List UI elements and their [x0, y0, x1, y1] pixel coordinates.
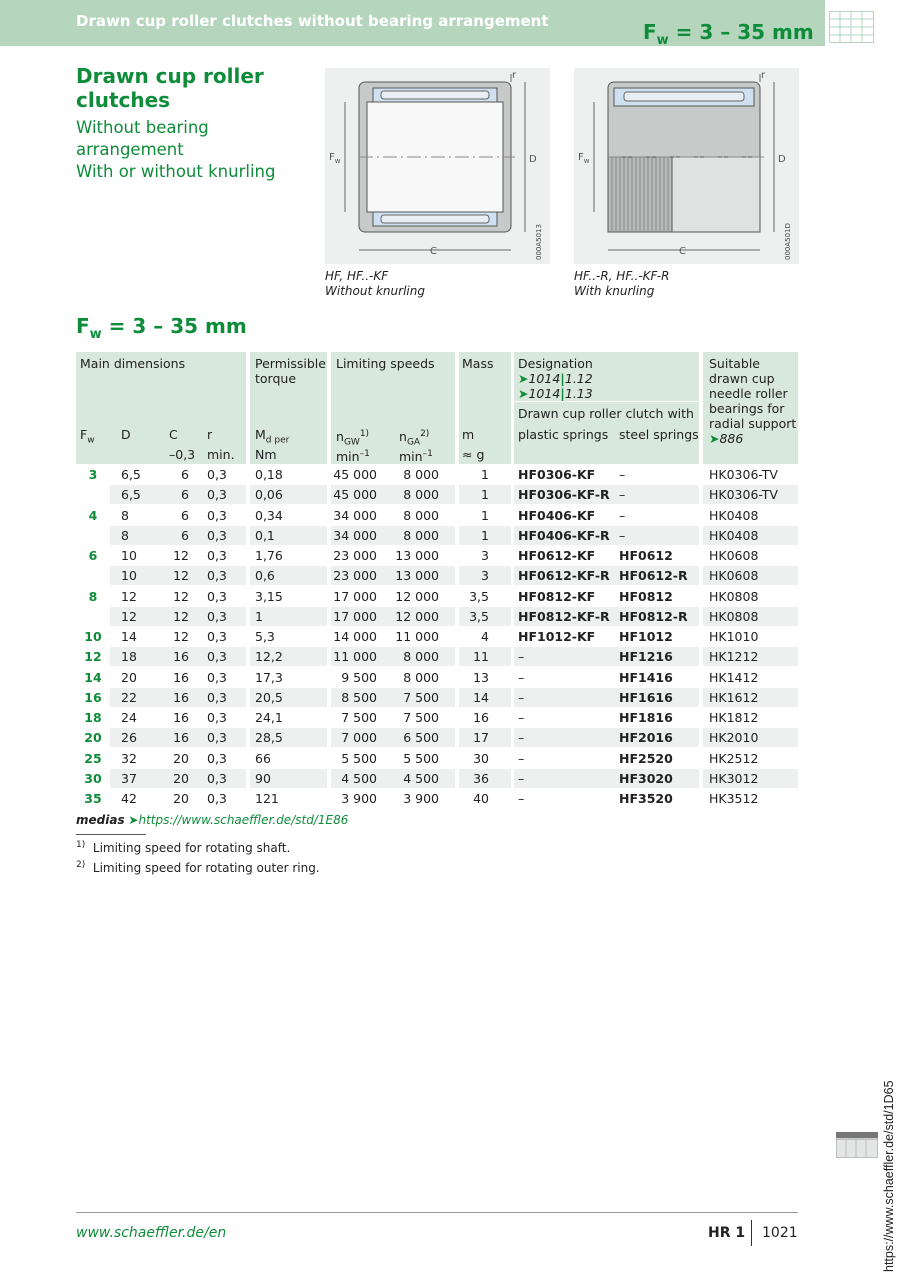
- cell-ngw: 34 000: [333, 527, 377, 543]
- cell-c: 16: [173, 689, 189, 705]
- symbol-c: C: [169, 427, 178, 442]
- cell-md: 28,5: [255, 730, 283, 746]
- cell-ngw: 23 000: [333, 548, 377, 563]
- cell-nga: 8 000: [403, 527, 439, 543]
- cell-ngw: 14 000: [333, 629, 377, 644]
- medias-line: medias ➤https://www.schaeffler.de/std/1E86: [76, 813, 349, 827]
- cell-md: 0,06: [255, 487, 283, 503]
- cell-fw: 12: [84, 649, 102, 665]
- symbol-r: r: [207, 427, 213, 442]
- footer-rule: [76, 1212, 798, 1213]
- footer-separator: [751, 1220, 752, 1246]
- cell-md: 0,34: [255, 507, 283, 523]
- cell-c: 6: [181, 527, 189, 543]
- svg-text:D: D: [529, 154, 537, 165]
- cell-m: 36: [473, 770, 489, 786]
- cell-nga: 8 000: [403, 507, 439, 523]
- cell-ngw: 8 500: [341, 689, 377, 705]
- cell-m: 17: [473, 730, 489, 746]
- cell-md: 0,1: [255, 527, 275, 543]
- cell-r: 0,3: [207, 629, 227, 644]
- cell-ngw: 45 000: [333, 467, 377, 482]
- cell-m: 3,5: [469, 588, 489, 604]
- cell-m: 16: [473, 710, 489, 725]
- cell-r: 0,3: [207, 548, 227, 563]
- cell-r: 0,3: [207, 750, 227, 766]
- cell-plastic: –: [518, 730, 525, 746]
- cell-c: 6: [181, 507, 189, 523]
- cell-md: 1: [255, 608, 263, 624]
- cell-d: 26: [121, 730, 137, 746]
- cell-r: 0,3: [207, 710, 227, 725]
- header-mass: Mass: [462, 356, 494, 371]
- cell-ngw: 7 000: [341, 730, 377, 746]
- cell-nga: 8 000: [403, 467, 439, 482]
- header-designation: Designation ➤1014|1.12 ➤1014|1.13: [518, 356, 593, 401]
- section-heading: $F_w = 3 - 35$ mm: [76, 314, 247, 342]
- svg-text:C: C: [430, 246, 437, 257]
- symbol-steel-springs: steel springs: [619, 427, 699, 442]
- cell-ngw: 3 900: [341, 791, 377, 806]
- cell-nga: 7 500: [403, 689, 439, 705]
- cell-plastic: HF0306-KF: [518, 467, 596, 482]
- cell-hk: HK3012: [709, 770, 759, 786]
- clutch-cross-section-drawing: [325, 68, 550, 264]
- cell-nga: 13 000: [395, 568, 439, 584]
- table-grid-icon: [829, 11, 874, 43]
- cell-r: 0,3: [207, 487, 227, 503]
- header-main-dimensions: Main dimensions: [80, 356, 186, 371]
- unit-nm: Nm: [255, 447, 277, 462]
- cell-r: 0,3: [207, 588, 227, 604]
- cell-m: 4: [481, 629, 489, 644]
- cell-r: 0,3: [207, 649, 227, 665]
- cell-c: 20: [173, 770, 189, 786]
- cell-plastic: –: [518, 689, 525, 705]
- cell-nga: 8 000: [403, 649, 439, 665]
- cell-d: 10: [121, 548, 137, 563]
- svg-text:r: r: [761, 70, 766, 81]
- cell-hk: HK0608: [709, 548, 759, 563]
- cell-c: 12: [173, 548, 189, 563]
- symbol-plastic-springs: plastic springs: [518, 427, 609, 442]
- cell-nga: 8 000: [403, 487, 439, 503]
- cell-nga: 4 500: [403, 770, 439, 786]
- cell-d: 24: [121, 710, 137, 725]
- cell-hk: HK0306-TV: [709, 487, 778, 503]
- cell-plastic: –: [518, 669, 525, 685]
- cell-r: 0,3: [207, 467, 227, 482]
- cell-hk: HK1612: [709, 689, 759, 705]
- cell-md: 121: [255, 791, 279, 806]
- header-clutch-with: Drawn cup roller clutch with: [518, 406, 694, 421]
- cell-md: 24,1: [255, 710, 283, 725]
- cell-r: 0,3: [207, 770, 227, 786]
- cell-plastic: HF0812-KF: [518, 588, 596, 604]
- header-band-title: Drawn cup roller clutches without bearing arrangement: [76, 12, 549, 30]
- cell-fw: 30: [84, 770, 102, 786]
- cell-steel: HF1216: [619, 649, 673, 665]
- page-number: 1021: [762, 1225, 798, 1241]
- page-thumbnail-icon: [836, 1132, 878, 1158]
- svg-text:Fw: $F_w$: [578, 152, 590, 165]
- subtitle-line-2: arrangement: [76, 140, 184, 159]
- cell-steel: HF0812-R: [619, 608, 688, 624]
- cell-m: 1: [481, 467, 489, 482]
- cell-d: 20: [121, 669, 137, 685]
- cell-m: 13: [473, 669, 489, 685]
- cell-m: 1: [481, 527, 489, 543]
- cell-md: 3,15: [255, 588, 283, 604]
- cell-plastic: HF0812-KF-R: [518, 608, 610, 624]
- cell-hk: HK2010: [709, 730, 759, 746]
- cell-c: 16: [173, 710, 189, 725]
- cell-ngw: 17 000: [333, 588, 377, 604]
- cell-steel: –: [619, 507, 626, 523]
- clutch-knurled-drawing: [574, 68, 799, 264]
- cell-c: 16: [173, 669, 189, 685]
- cell-c: 12: [173, 588, 189, 604]
- cell-d: 6,5: [121, 487, 141, 503]
- symbol-nga: $n_{GA}^{2)}$: [399, 429, 430, 448]
- svg-text:r: r: [512, 70, 517, 81]
- cell-m: 14: [473, 689, 489, 705]
- cell-steel: HF3020: [619, 770, 673, 786]
- cell-fw: 20: [84, 730, 102, 746]
- symbol-m: m: [462, 427, 475, 442]
- cell-steel: HF1816: [619, 710, 673, 725]
- side-url[interactable]: https://www.schaeffler.de/std/1D65: [882, 1080, 896, 1272]
- cell-c: 12: [173, 629, 189, 644]
- cell-fw: 10: [84, 629, 102, 644]
- cell-d: 10: [121, 568, 137, 584]
- cell-ngw: 45 000: [333, 487, 377, 503]
- cell-hk: HK2512: [709, 750, 759, 766]
- unit-min-ngw: $\min^{-1}$: [336, 449, 370, 465]
- symbol-d: D: [121, 427, 131, 442]
- cell-nga: 7 500: [403, 710, 439, 725]
- cell-ngw: 17 000: [333, 608, 377, 624]
- cell-md: 1,76: [255, 548, 283, 563]
- cell-md: 17,3: [255, 669, 283, 685]
- cell-nga: 11 000: [395, 629, 439, 644]
- figure-caption-2: HF..-R, HF..-KF-R With knurling: [574, 269, 670, 298]
- cell-md: 0,18: [255, 467, 283, 482]
- header-limiting-speeds: Limiting speeds: [336, 356, 435, 371]
- cell-r: 0,3: [207, 608, 227, 624]
- cell-m: 11: [473, 649, 489, 665]
- cell-c: 12: [173, 608, 189, 624]
- cell-hk: HK0808: [709, 608, 759, 624]
- cell-md: 5,3: [255, 629, 275, 644]
- cell-hk: HK0408: [709, 527, 759, 543]
- cell-r: 0,3: [207, 507, 227, 523]
- cell-d: 37: [121, 770, 137, 786]
- footnote-2: $^{2)}$ Limiting speed for rotating outer ring.: [76, 860, 320, 875]
- cell-nga: 8 000: [403, 669, 439, 685]
- header-suitable-bearings: Suitable drawn cup needle roller bearings for radial support ➤886: [709, 356, 797, 446]
- designation-divider: [514, 401, 699, 402]
- cell-m: 3: [481, 548, 489, 563]
- footer-url[interactable]: www.schaeffler.de/en: [76, 1225, 227, 1241]
- svg-text:000A5013: 000A5013: [535, 224, 543, 260]
- cell-hk: HK0808: [709, 588, 759, 604]
- cell-fw: 35: [84, 791, 102, 806]
- cell-d: 8: [121, 527, 129, 543]
- cell-nga: 6 500: [403, 730, 439, 746]
- cell-hk: HK1812: [709, 710, 759, 725]
- cell-plastic: HF0612-KF: [518, 548, 596, 563]
- footnote-rule: [76, 834, 146, 835]
- cell-md: 12,2: [255, 649, 283, 665]
- unit-r: min.: [207, 447, 235, 462]
- cell-m: 40: [473, 791, 489, 806]
- cell-ngw: 11 000: [333, 649, 377, 665]
- cell-ngw: 34 000: [333, 507, 377, 523]
- cell-hk: HK0408: [709, 507, 759, 523]
- cell-steel: HF2520: [619, 750, 673, 766]
- range-heading: $F_w = 3 - 35$ mm: [643, 20, 814, 48]
- cell-hk: HK3512: [709, 791, 759, 806]
- cell-plastic: –: [518, 710, 525, 725]
- cell-steel: HF1416: [619, 669, 673, 685]
- figure-with-knurling: [574, 68, 799, 264]
- symbol-md: $M_{d per}$: [255, 427, 290, 446]
- cell-m: 1: [481, 507, 489, 523]
- cell-steel: HF0612-R: [619, 568, 688, 584]
- cell-fw: 25: [84, 750, 102, 766]
- footnote-1: $^{1)}$ Limiting speed for rotating shaft.: [76, 840, 291, 855]
- cell-plastic: HF1012-KF: [518, 629, 596, 644]
- cell-c: 16: [173, 730, 189, 746]
- unit-min-nga: $\min^{-1}$: [399, 449, 433, 465]
- cell-fw: 8: [88, 588, 98, 604]
- cell-ngw: 7 500: [341, 710, 377, 725]
- cell-r: 0,3: [207, 791, 227, 806]
- cell-fw: 16: [84, 689, 102, 705]
- cell-nga: 12 000: [395, 608, 439, 624]
- cell-steel: HF1616: [619, 689, 673, 705]
- cell-c: 20: [173, 791, 189, 806]
- cell-ngw: 5 500: [341, 750, 377, 766]
- header-torque: Permissible torque: [255, 356, 326, 386]
- cell-d: 32: [121, 750, 137, 766]
- cell-plastic: HF0306-KF-R: [518, 487, 610, 503]
- cell-fw: 6: [88, 548, 98, 563]
- cell-md: 20,5: [255, 689, 283, 705]
- cell-r: 0,3: [207, 730, 227, 746]
- cell-d: 12: [121, 608, 137, 624]
- subtitle-line-3: With or without knurling: [76, 162, 276, 181]
- cell-nga: 3 900: [403, 791, 439, 806]
- cell-r: 0,3: [207, 669, 227, 685]
- cell-ngw: 9 500: [341, 669, 377, 685]
- figure-caption-1: HF, HF..-KF Without knurling: [325, 269, 425, 298]
- cell-r: 0,3: [207, 527, 227, 543]
- cell-d: 14: [121, 629, 137, 644]
- cell-nga: 5 500: [403, 750, 439, 766]
- cell-c: 6: [181, 487, 189, 503]
- cell-hk: HK0608: [709, 568, 759, 584]
- svg-text:Fw: $F_w$: [329, 152, 341, 165]
- cell-md: 66: [255, 750, 271, 766]
- cell-md: 90: [255, 770, 271, 786]
- cell-nga: 13 000: [395, 548, 439, 563]
- cell-fw: 3: [88, 467, 98, 482]
- cell-r: 0,3: [207, 568, 227, 584]
- cell-m: 3,5: [469, 608, 489, 624]
- cell-md: 0,6: [255, 568, 275, 584]
- subtitle-line-1: Without bearing: [76, 118, 209, 137]
- cell-hk: HK0306-TV: [709, 467, 778, 482]
- cell-steel: HF0612: [619, 548, 673, 563]
- cell-m: 1: [481, 487, 489, 503]
- cell-steel: HF1012: [619, 629, 673, 644]
- medias-link[interactable]: https://www.schaeffler.de/std/1E86: [138, 813, 349, 827]
- cell-hk: HK1412: [709, 669, 759, 685]
- page-title: Drawn cup roller clutches: [76, 64, 264, 112]
- cell-fw: 14: [84, 669, 102, 685]
- cell-hk: HK1010: [709, 629, 759, 644]
- cell-plastic: –: [518, 770, 525, 786]
- cell-d: 12: [121, 588, 137, 604]
- cell-fw: 4: [88, 507, 98, 523]
- cell-r: 0,3: [207, 689, 227, 705]
- cell-steel: –: [619, 527, 626, 543]
- symbol-fw: $F_w$: [80, 427, 95, 446]
- cell-plastic: HF0612-KF-R: [518, 568, 610, 584]
- cell-nga: 12 000: [395, 588, 439, 604]
- cell-plastic: HF0406-KF: [518, 507, 596, 523]
- footer-section: HR 1: [708, 1225, 746, 1241]
- cell-fw: 18: [84, 710, 102, 725]
- cell-steel: HF0812: [619, 588, 673, 604]
- cell-c: 16: [173, 649, 189, 665]
- cell-plastic: –: [518, 649, 525, 665]
- cell-d: 18: [121, 649, 137, 665]
- cell-steel: HF2016: [619, 730, 673, 746]
- cell-d: 8: [121, 507, 129, 523]
- cell-c: 12: [173, 568, 189, 584]
- unit-g: ≈ g: [462, 447, 485, 462]
- cell-d: 22: [121, 689, 137, 705]
- cell-c: 6: [181, 467, 189, 482]
- cell-steel: –: [619, 467, 626, 482]
- figure-without-knurling: [325, 68, 550, 264]
- cell-ngw: 4 500: [341, 770, 377, 786]
- cell-plastic: HF0406-KF-R: [518, 527, 610, 543]
- cell-c: 20: [173, 750, 189, 766]
- cell-m: 30: [473, 750, 489, 766]
- cell-steel: –: [619, 487, 626, 503]
- svg-text:D: D: [778, 154, 786, 165]
- svg-text:C: C: [679, 246, 686, 257]
- cell-d: 42: [121, 791, 137, 806]
- svg-text:000A501D: 000A501D: [784, 223, 792, 260]
- unit-c: –0,3: [169, 447, 196, 462]
- cell-hk: HK1212: [709, 649, 759, 665]
- cell-d: 6,5: [121, 467, 141, 482]
- cell-m: 3: [481, 568, 489, 584]
- cell-ngw: 23 000: [333, 568, 377, 584]
- cell-plastic: –: [518, 750, 525, 766]
- cell-plastic: –: [518, 791, 525, 806]
- symbol-ngw: $n_{GW}^{1)}$: [336, 429, 370, 448]
- cell-steel: HF3520: [619, 791, 673, 806]
